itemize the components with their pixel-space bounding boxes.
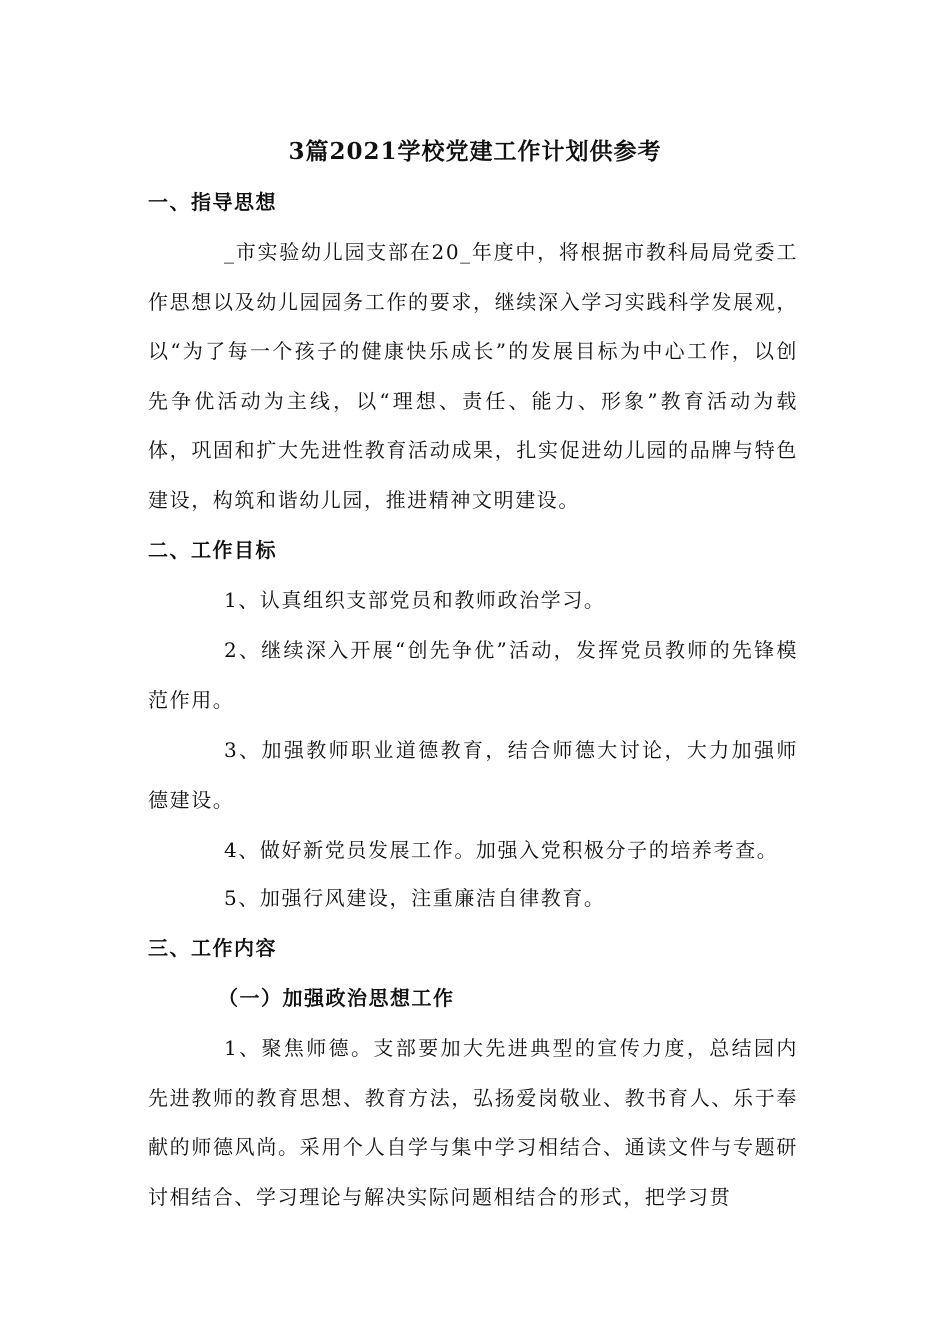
section-heading-work-goals: 二、工作目标 xyxy=(148,538,277,562)
goal-item-2: 2、继续深入开展“创先争优”活动，发挥党员教师的先锋模范作用。 xyxy=(148,638,798,712)
goal-item-3: 3、加强教师职业道德教育，结合师德大讨论，大力加强师德建设。 xyxy=(148,738,798,812)
goal-item-1: 1、认真组织支部党员和教师政治学习。 xyxy=(224,588,606,612)
goal-item-4: 4、做好新党员发展工作。加强入党积极分子的培养考查。 xyxy=(224,838,779,862)
goal-item-5: 5、加强行风建设，注重廉洁自律教育。 xyxy=(224,886,606,910)
sub-heading-political-work: （一）加强政治思想工作 xyxy=(218,986,455,1010)
document-title: 3篇2021学校党建工作计划供参考 xyxy=(288,138,662,165)
section-heading-work-content: 三、工作内容 xyxy=(148,936,277,960)
paragraph-teacher-ethics: 1、聚焦师德。支部要加大先进典型的宣传力度，总结园内先进教师的教育思想、教育方法，弘扬爱岗敬业、教书育人、乐于奉献的师德风尚。采用个人自学与集中学习相结合、通读文件与专题研讨相结合、学习理论与解决实际问题相结合的形式，把学习贯 xyxy=(148,1036,798,1209)
paragraph-guiding-ideology: _市实验幼儿园支部在20_年度中，将根据市教科局局党委工作思想以及幼儿园园务工作的要求，继续深入学习实践科学发展观，以“为了每一个孩子的健康快乐成长”的发展目标为中心工作，以创先争优活动为主线，以“理想、责任、能力、形象”教育活动为载体，巩固和扩大先进性教育活动成果，扎实促进幼儿园的品牌与特色建设，构筑和谐幼儿园，推进精神文明建设。 xyxy=(148,240,798,512)
section-heading-guiding-ideology: 一、指导思想 xyxy=(148,190,277,214)
